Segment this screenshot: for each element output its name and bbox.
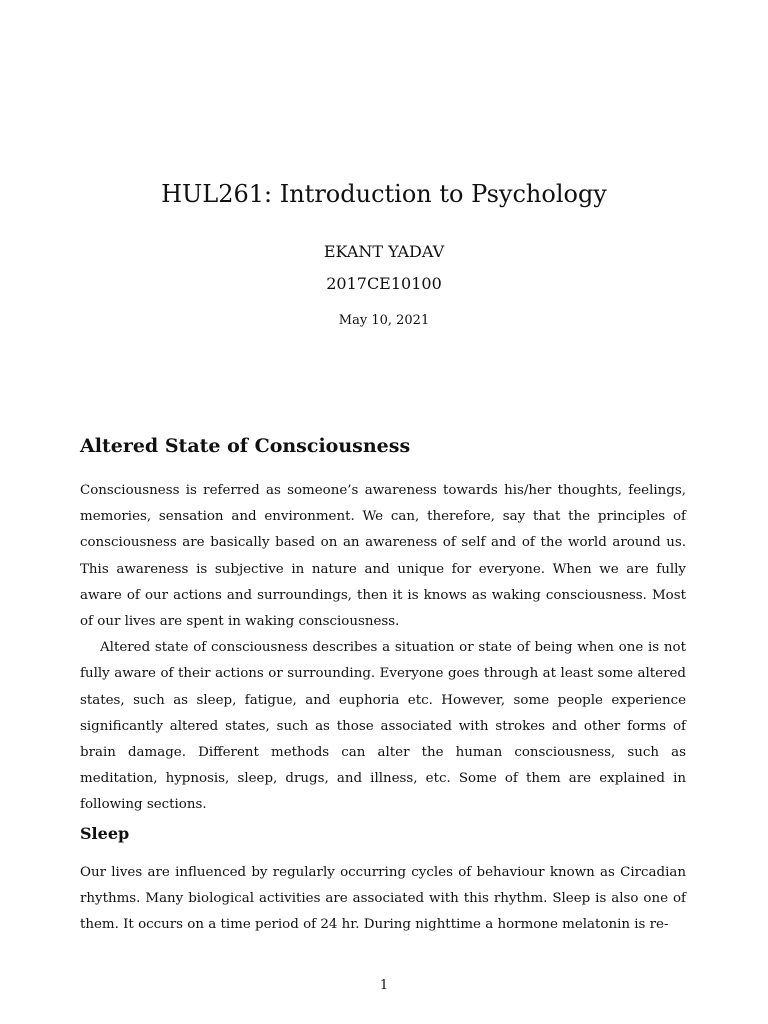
section-heading: Altered State of Consciousness	[80, 435, 411, 457]
body-paragraph: Our lives are influenced by regularly occurring cycles of behaviour known as Circadian rhythms. Many biological activities are associated with this rhythm. Sleep is also one of them. It occurs on a time period of 24 hr. During nighttime a hormone melatonin is re-	[80, 865, 686, 933]
body-paragraph: Altered state of consciousness describes a situation or state of being when one is not fully aware of their actions or surrounding. Everyone goes through at least some altered states, such as sleep, fatigue, and euphoria etc. However, some people experience significantly altered states, such as those associated with strokes and other forms of brain damage. Different methods can alter the human consciousness, such as meditation, hypnosis, sleep, drugs, and illness, etc. Some of them are explained in following sections.	[80, 640, 686, 813]
document-title: HUL261: Introduction to Psychology	[161, 180, 607, 208]
author-name: EKANT YADAV	[323, 242, 445, 261]
section-body	[80, 478, 686, 819]
subsection-body	[80, 860, 686, 939]
subsection-heading: Sleep	[80, 824, 130, 843]
roll-number: 2017CE10100	[326, 274, 442, 293]
document-date: May 10, 2021	[338, 313, 430, 328]
page-number: 1	[379, 978, 389, 993]
body-paragraph: Consciousness is referred as someone’s awareness towards his/her thoughts, feelings, memories, sensation and environment. We can, therefore, say that the principles of consciousness are basically based on an awareness of self and of the world around us. This awareness is subjective in nature and unique for everyone. When we are fully aware of our actions and surroundings, then it is knows as waking consciousness. Most of our lives are spent in waking consciousness.	[80, 483, 686, 630]
